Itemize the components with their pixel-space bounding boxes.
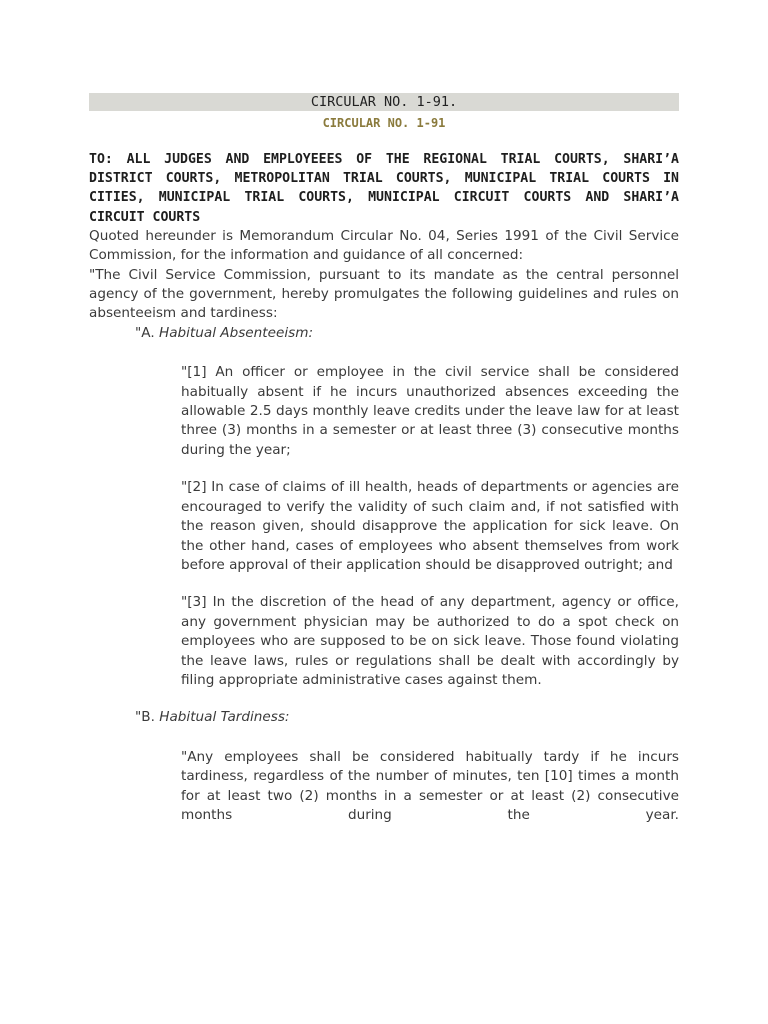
section-b-title: Habitual Tardiness: (159, 709, 290, 726)
section-a-title: Habitual Absenteeism: (158, 324, 314, 341)
section-b-prefix: "B. (135, 709, 160, 726)
section-a-item-3: "[3] In the discretion of the head of any department, agency or office, any government physician may be authorized to do a spot check on employees who are supposed to be on sick leave. Those found violating the leave laws, rules or regulations shall be dealt with accordingly by filing appropriate administrative cases against them. (181, 594, 679, 688)
document-title: CIRCULAR NO. 1-91. (89, 93, 679, 111)
section-a-item-2: "[2] In case of claims of ill health, heads of departments or agencies are encouraged to verify the validity of such claim and, if not satisfied with the reason given, should disapprove the application for sick leave. On the other hand, cases of employees who absent themselves from work before approval of their application should be disapproved outright; and (181, 479, 679, 573)
section-b-heading (135, 708, 679, 727)
document-subtitle: CIRCULAR NO. 1-91 (322, 116, 446, 130)
quote-intro-paragraph: "The Civil Service Commission, pursuant to its mandate as the central personnel agency of the government, hereby promulgates the following guidelines and rules on absenteeism and tardiness: (89, 266, 679, 322)
section-b-item-1: "Any employees shall be considered habitually tardy if he incurs tardiness, regardless of the number of minutes, ten [10] times a month for at least two (2) months in a semester or at least (2) consecutive months during the year. (181, 748, 679, 823)
addressee: TO: ALL JUDGES AND EMPLOYEEES OF THE REGIONAL TRIAL COURTS, SHARI’A DISTRICT COURTS, METROPOLITAN TRIAL COURTS, MUNICIPAL TRIAL COURTS IN CITIES, MUNICIPAL TRIAL COURTS, MUNICIPAL CIRCUIT COURTS AND SHARI’A CIRCUIT COURTS (89, 152, 679, 225)
section-a-item-1: "[1] An officer or employee in the civil service shall be considered habitually absent if he incurs unauthorized absences exceeding the allowable 2.5 days monthly leave credits under the leave law for at least three (3) months in a semester or at least three (3) consecutive months during the year; (181, 364, 679, 458)
document-page (89, 93, 679, 825)
section-a-prefix: "A. (135, 324, 159, 341)
section-a-heading (135, 324, 679, 343)
intro-paragraph: Quoted hereunder is Memorandum Circular No. 04, Series 1991 of the Civil Service Commission, for the information and guidance of all concerned: (89, 227, 679, 264)
